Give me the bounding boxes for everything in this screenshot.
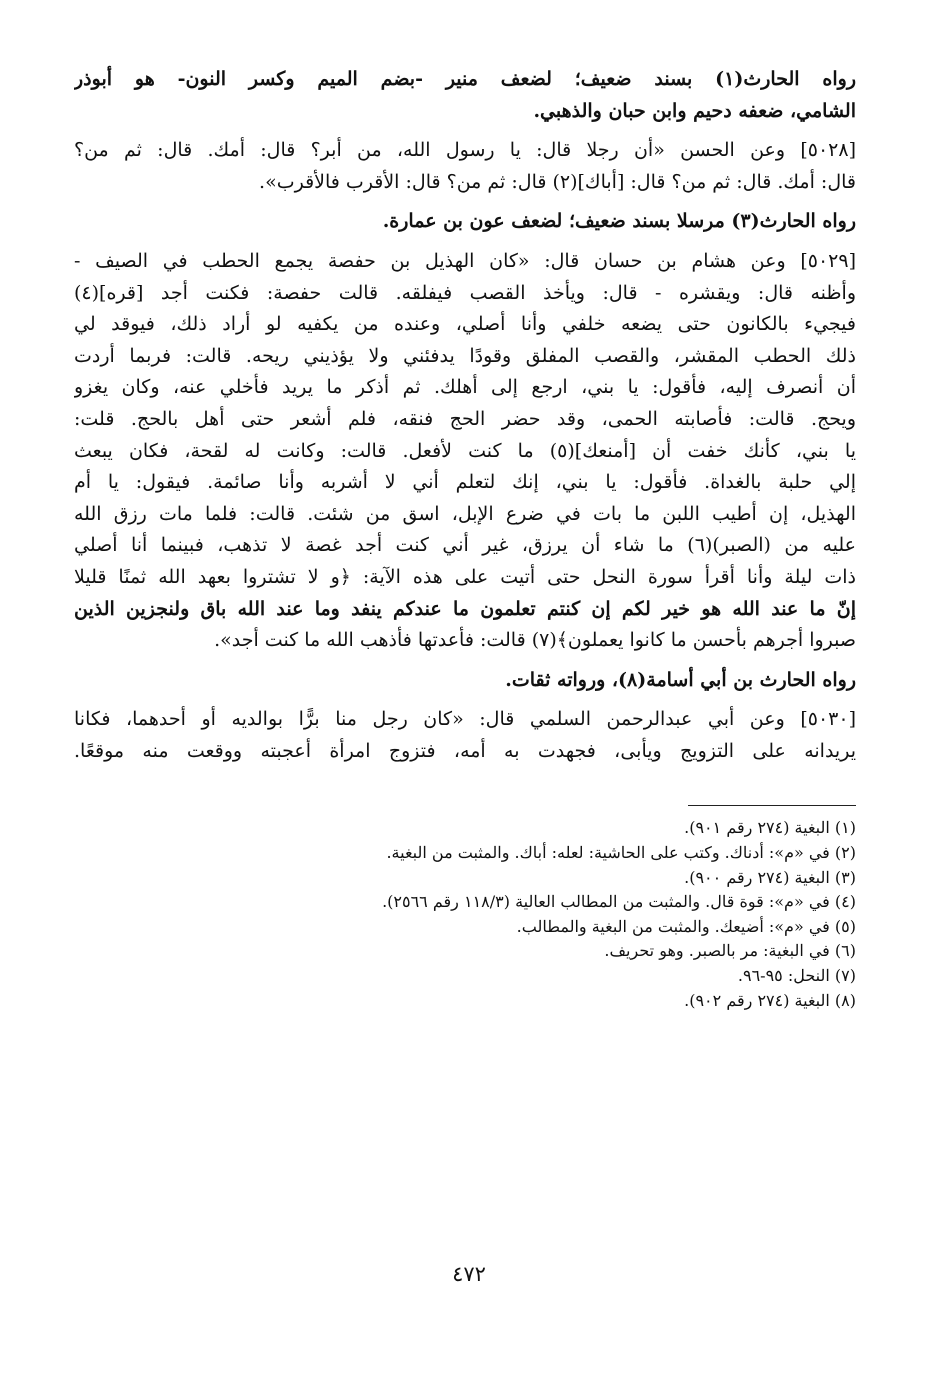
footnote: (٤) في «م»: قوة قال. والمثبت من المطالب العالية (١١٨/٣ رقم ٢٥٦٦). (382, 892, 856, 912)
text-line: يا بني، كأنك خفت أن [أمنعك](٥) ما كنت لأفعل. قالت: وكانت له لقحة، فكان يبعث (74, 439, 856, 462)
text-line: إنّ ما عند الله هو خير لكم إن كنتم تعلمون ما عندكم ينفد وما عند الله باق ولنجزين الذين (74, 597, 856, 620)
footnote: (٥) في «م»: أضيعك. والمثبت من البغية والمطالب. (516, 916, 856, 936)
footnote: (٣) البغية (٢٧٤ رقم ٩٠٠). (684, 867, 856, 887)
footnote: (٦) في البغية: مر بالصبر. وهو تحريف. (604, 941, 856, 961)
footnote: (١) البغية (٢٧٤ رقم ٩٠١). (684, 818, 856, 838)
footnote: (٨) البغية (٢٧٤ رقم ٩٠٢). (684, 990, 856, 1010)
text-line: ذات ليلة وأنا أقرأ سورة النحل حتى أتيت على هذه الآية: ﴿و لا تشتروا بعهد الله ثمنًا قليلا (74, 565, 856, 588)
text-line: رواه الحارث(١) بسند ضعيف؛ لضعف منير -بضم الميم وكسر النون- هو أبوذر (74, 68, 856, 90)
text-line: الشامي، ضعفه دحيم وابن حبان والذهبي. (533, 99, 856, 122)
text-line: يريدانه على التزويج ويأبى، فجهدت به أمه، فتزوج امرأة أعجبته ووقعت منه موقعًا. (74, 739, 856, 762)
text-line: إلي حلبة بالغداة. فأقول: يا بني، إنك لتعلم أني لا أشربه وأنا صائمة. فيقول: يا أم (74, 471, 856, 494)
paragraph-gap (74, 238, 856, 246)
text-line: [٥٠٣٠] وعن أبي عبدالرحمن السلمي قال: «كان رجل منا برًّا بوالديه أو أحدهما، فكانا (74, 708, 856, 731)
main-text (74, 64, 856, 767)
text-line: [٥٠٢٩] وعن هشام بن حسان قال: «كان الهذيل بن حفصة يجمع الحطب في الصيف - (74, 249, 856, 272)
text-line: رواه الحارث بن أبي أسامة(٨)، ورواته ثقات. (505, 668, 856, 691)
text-line: رواه الحارث(٣) مرسلا بسند ضعيف؛ لضعف عون بن عمارة. (382, 210, 856, 233)
page-number: ٤٧٢ (452, 1262, 486, 1286)
text-line: وأظنه قال: ويقشره - قال: ويأخذ القصب فيفلقه. قالت حفصة: فكنت أجد [قره](٤) (74, 281, 856, 304)
text-line: صبروا أجرهم بأحسن ما كانوا يعملون﴾(٧) قالت: فأعدتها فأذهب الله ما كنت أجد». (214, 629, 856, 652)
text-line: [٥٠٢٨] وعن الحسن «أن رجلا قال: يا رسول الله، من أبر؟ قال: أمك. قال: ثم من؟ (74, 139, 856, 162)
footnote-divider (688, 805, 856, 806)
footnote: (٢) في «م»: أدناك. وكتب على الحاشية: لعله: أباك. والمثبت من البغية. (386, 843, 856, 863)
text-line: ويحج. قالت: فأصابته الحمى، وقد حضر الحج فنقه، فلم أشعر حتى أهل بالحج. قلت: (74, 407, 856, 430)
paragraph-gap (74, 696, 856, 704)
footnote: (٧) النحل: ٩٥-٩٦. (737, 966, 856, 986)
text-line: قال: أمك. قال: ثم من؟ قال: [أباك](٢) قال: ثم من؟ قال: الأقرب فالأقرب». (259, 170, 856, 193)
text-line: أن أنصرف إليه، فأقول: يا بني، ارجع إلى أهلك. ثم أذكر ما يريد فأخلي عنه، وكان يغزو (74, 376, 856, 399)
text-line: فيجيء بالكانون حتى يضعه خلفي وأنا أصلي، وعنده من يكفيه لو أراد ذلك، فيوقد لي (74, 313, 856, 336)
text-line: الهذيل، إن أطيب اللبن ما بات في ضرع الإبل، اسق من شئت. قالت: فلما مات رزق الله (74, 502, 856, 525)
paragraph-gap (74, 198, 856, 206)
paragraph-gap (74, 657, 856, 665)
footnotes (74, 816, 856, 1013)
text-line: عليه من (الصبر)(٦) ما شاء أن يرزق، غير أني كنت أجد غصة لا تذهب، فبينما أنا أصلي (74, 534, 856, 557)
text-line: ذلك الحطب المقشر، والقصب المفلق وقودًا يدفئني ولا يؤذيني ريحه. قالت: فربما أردت (74, 344, 856, 367)
footnote-divider-wrap (74, 805, 856, 806)
paragraph-gap (74, 127, 856, 135)
